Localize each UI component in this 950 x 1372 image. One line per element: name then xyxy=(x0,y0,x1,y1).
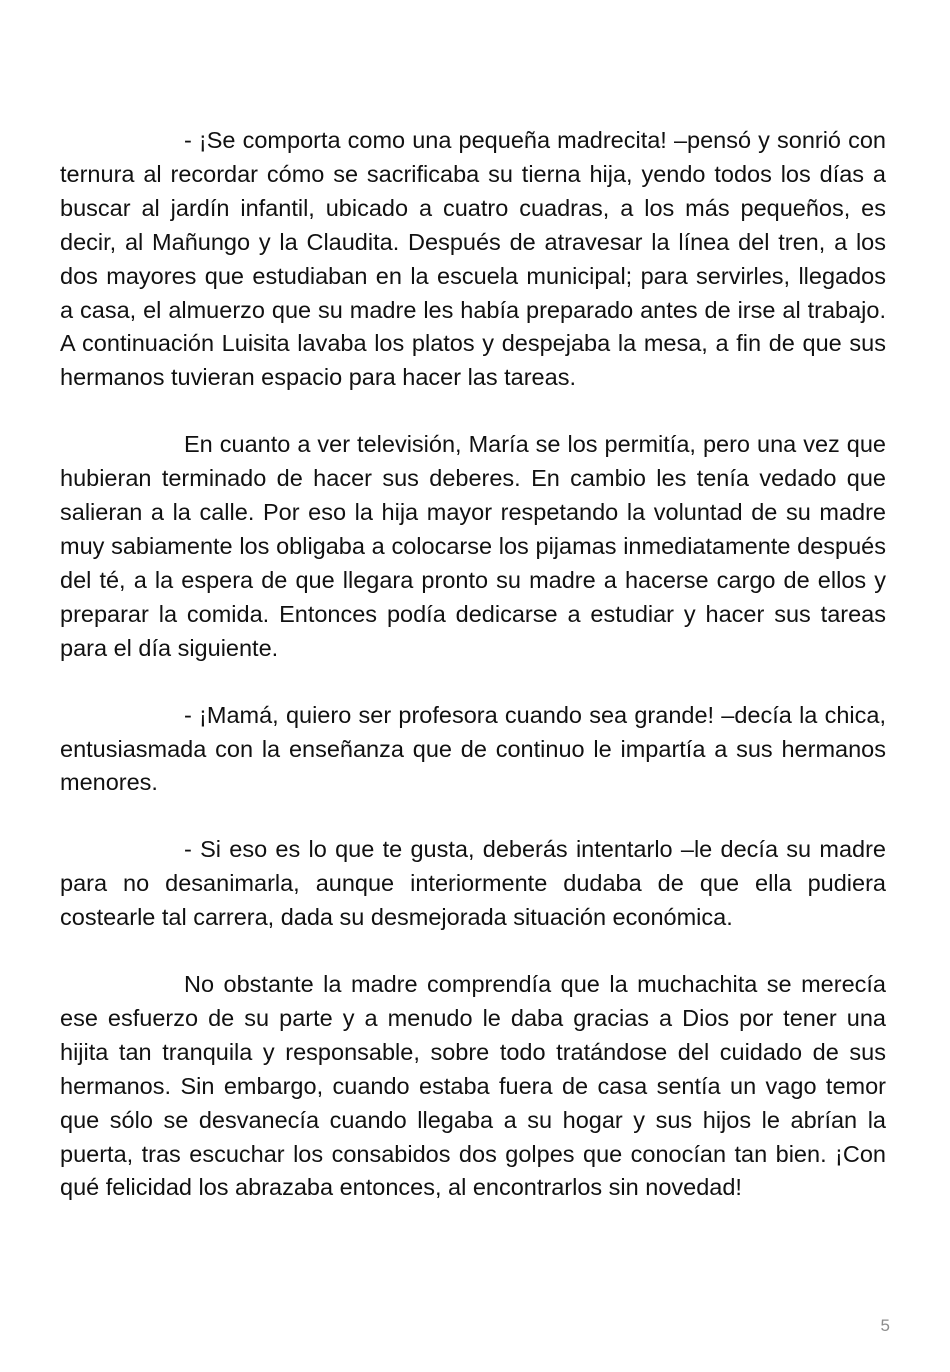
paragraph-3: - ¡Mamá, quiero ser profesora cuando sea grande! –decía la chica, entusiasmada con la enseñanza que de continuo le impartía a sus hermanos menores. xyxy=(60,701,886,796)
body-text xyxy=(60,124,886,1238)
paragraph-4: - Si eso es lo que te gusta, deberás intentarlo –le decía su madre para no desanimarla, aunque interiormente dudaba de que ella pudiera costearle tal carrera, dada su desmejorada situación económica. xyxy=(60,836,886,931)
page-number: 5 xyxy=(880,1316,890,1335)
paragraph-2: En cuanto a ver televisión, María se los permitía, pero una vez que hubieran terminado de hacer sus deberes. En cambio les tenía vedado que salieran a la calle. Por eso la hija mayor respetando la voluntad de su madre muy sabiamente los obligaba a colocarse los pijamas inmediatamente después del té, a la espera de que llegara pronto su madre a hacerse cargo de ellos y preparar la comida. Entonces podía dedicarse a estudiar y hacer sus tareas para el día siguiente. xyxy=(60,431,886,661)
paragraph-5: No obstante la madre comprendía que la muchachita se merecía ese esfuerzo de su parte y a menudo le daba gracias a Dios por tener una hijita tan tranquila y responsable, sobre todo tratándose del cuidado de sus hermanos. Sin embargo, cuando estaba fuera de casa sentía un vago temor que sólo se desvanecía cuando llegaba a su hogar y sus hijos le abrían la puerta, tras escuchar los consabidos dos golpes que conocían tan bien. ¡Con qué felicidad los abrazaba entonces, al encontrarlos sin novedad! xyxy=(60,971,886,1201)
paragraph-1: - ¡Se comporta como una pequeña madrecita! –pensó y sonrió con ternura al recordar cómo se sacrificaba su tierna hija, yendo todos los días a buscar al jardín infantil, ubicado a cuatro cuadras, a los más pequeños, es decir, al Mañungo y la Claudita. Después de atravesar la línea del tren, a los dos mayores que estudiaban en la escuela municipal; para servirles, llegados a casa, el almuerzo que su madre les había preparado antes de irse al trabajo. A continuación Luisita lavaba los platos y despejaba la mesa, a fin de que sus hermanos tuvieran espacio para hacer las tareas. xyxy=(60,127,886,391)
